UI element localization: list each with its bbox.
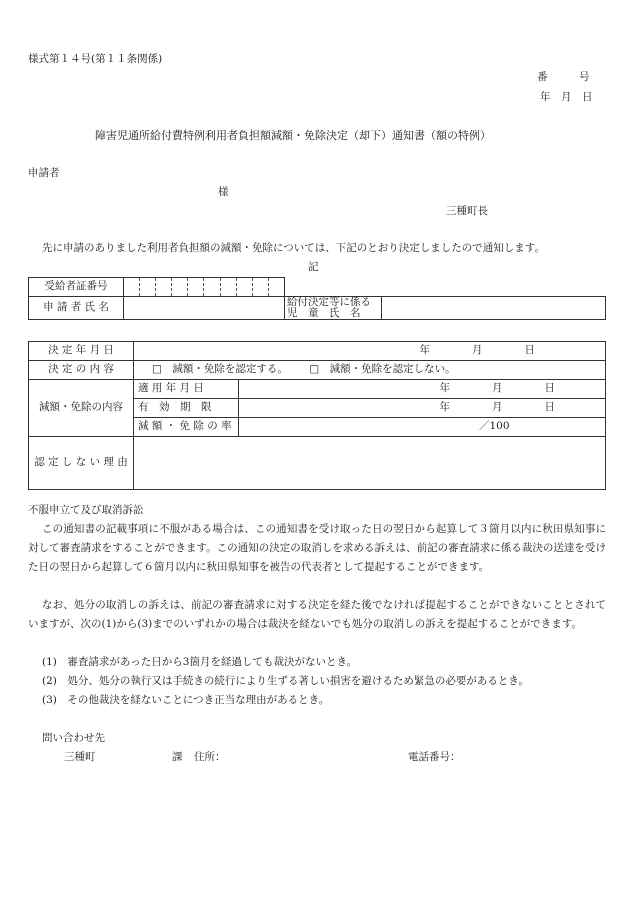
contact-address: 住所： — [194, 751, 226, 763]
no-reason-label: 認 定 し な い 理 由 — [29, 437, 134, 490]
ki-label: 記 — [308, 261, 319, 273]
no-reason-field[interactable] — [134, 437, 606, 490]
child-name-label — [285, 297, 382, 320]
apply-date-value[interactable]: 年 月 日 — [239, 380, 606, 399]
applicant-name-field[interactable] — [124, 297, 285, 320]
decision-date-value[interactable]: 年 月 日 — [134, 342, 606, 361]
list-item: (1) 審査請求があった日から3箇月を経過しても裁決がないとき。 — [42, 656, 358, 668]
valid-period-value[interactable]: 年 月 日 — [239, 399, 606, 418]
contact-phone: 電話番号： — [408, 751, 461, 763]
applicant-label: 申請者 — [28, 167, 60, 179]
issuer: 三種町長 — [446, 205, 488, 217]
reduction-content-label: 減額・免除の内容 — [29, 380, 134, 437]
apply-date-label: 適 用 年 月 日 — [134, 380, 239, 399]
option-approve[interactable]: □ 減額・免除を認定する。 — [152, 363, 288, 376]
document-date-label: 年 月 日 — [540, 91, 593, 103]
child-name-label-line1: 給付決定等に係る — [287, 296, 371, 308]
contact-section: 課 — [172, 751, 183, 763]
rate-value[interactable]: ／100 — [239, 418, 606, 437]
contact-heading: 問い合わせ先 — [42, 732, 105, 744]
contact-town: 三種町 — [64, 751, 96, 763]
appeal-paragraph-1: この通知書の記載事項に不服がある場合は、この通知書を受け取った日の翌日から起算して３箇月以内に秋田県知事に対して審査請求をすることができます。この通知の決定の取消しを求める訴えは、前記の審査請求に係る裁決の送達を受けた日の翌日から起算して６箇月以内に秋田県知事を被告の代表者として提起することができます。 — [28, 523, 606, 573]
appeal-heading: 不服申立て及び取消訴訟 — [28, 504, 144, 516]
valid-period-label: 有 効 期 限 — [134, 399, 239, 418]
child-name-field[interactable] — [382, 297, 606, 320]
honorific: 様 — [218, 186, 229, 198]
recipient-no-label: 受給者証番号 — [29, 278, 124, 297]
applicant-name-label: 申 請 者 氏 名 — [29, 297, 124, 320]
appeal-paragraph-2: なお、処分の取消しの訴えは、前記の審査請求に対する決定を経た後でなければ提起することができないこととされていますが、次の(1)から(3)までのいずれかの場合は裁決を経ないでも処分の取消しの訴えを提起することができます。 — [28, 599, 606, 630]
rate-label: 減 額 ・ 免 除 の 率 — [134, 418, 239, 437]
decision-table — [28, 341, 606, 490]
decision-content-label: 決 定 の 内 容 — [29, 361, 134, 380]
list-item: (2) 処分、処分の執行又は手続きの続行により生ずる著しい損害を避けるため緊急の必要があるとき。 — [42, 675, 529, 687]
decision-content-options — [134, 361, 606, 380]
document-number-label: 番 号 — [537, 71, 590, 83]
child-name-label-line2: 児 童 氏 名 — [287, 307, 361, 319]
list-item: (3) その他裁決を経ないことにつき正当な理由があるとき。 — [42, 694, 330, 706]
option-reject[interactable]: □ 減額・免除を認定しない。 — [309, 363, 456, 376]
form-number: 様式第１４号(第１１条関係) — [28, 53, 163, 65]
intro-text: 先に申請のありました利用者負担額の減額・免除については、下記のとおり決定しましたので通知します。 — [42, 242, 545, 254]
recipient-table — [28, 277, 606, 320]
decision-date-label: 決 定 年 月 日 — [29, 342, 134, 361]
page-title: 障害児通所給付費特例利用者負担額減額・免除決定（却下）通知書（額の特例） — [95, 129, 491, 142]
recipient-no-field[interactable] — [124, 278, 285, 297]
